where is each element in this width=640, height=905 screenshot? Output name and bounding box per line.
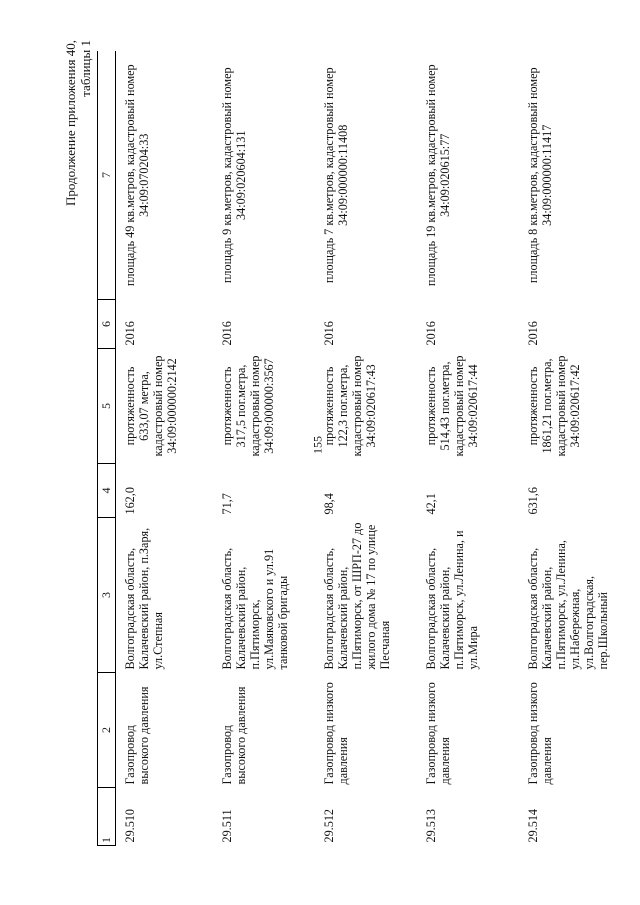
row-number: 29.513 [423, 808, 438, 843]
object-year: 2016 [321, 321, 336, 346]
column-header-1: 1 [98, 788, 116, 846]
object-value: 71,7 [219, 493, 234, 515]
land-area: площадь 7 кв.метров, кадастровый номер 34:09:000000:11408 [321, 67, 350, 284]
object-year: 2016 [423, 321, 438, 346]
page-number: 155 [310, 436, 325, 454]
object-extent: протяженность 633,07 метра, кадастровый номер 34:09:000000:2142 [123, 355, 179, 457]
object-location: Волгоградская область, Калачевский район, п.Заря, ул.Степная [123, 527, 165, 670]
object-year: 2016 [525, 321, 540, 346]
table-row [422, 51, 524, 846]
object-location: Волгоградская область, Калачевский район, п.Пятиморск, ул.Ленина, и ул.Мира [423, 530, 480, 670]
object-extent: протяженность 1861,21 пог.метра, кадастровый номер 34:09:020617:42 [525, 355, 582, 457]
row-number: 29.514 [525, 808, 540, 843]
table-row [320, 51, 422, 846]
object-name: Газопровод низкого давления [423, 682, 452, 785]
object-extent: протяженность 514,43 пог.метра, кадастровый номер 34:09:020617:44 [423, 355, 480, 457]
table-row [218, 51, 320, 846]
object-value: 631,6 [525, 487, 540, 515]
land-area: площадь 8 кв.метров, кадастровый номер 34:09:000000:11417 [525, 67, 554, 284]
land-area: площадь 19 кв.метров, кадастровый номер 34:09:020615:77 [423, 64, 452, 287]
object-value: 98,4 [321, 493, 336, 515]
object-year: 2016 [219, 321, 234, 346]
column-header-4: 4 [98, 464, 116, 518]
row-number: 29.511 [219, 809, 234, 843]
rotated-table-container [97, 51, 625, 846]
object-location: Волгоградская область, Калачевский район, п.Пятиморск, ул.Ленина, ул.Набережная, ул.Волгоградская, пер.Школьный [525, 540, 610, 670]
column-header-5: 5 [98, 349, 116, 464]
column-header-7: 7 [98, 51, 116, 300]
data-table [97, 51, 626, 846]
caption-line-1: Продолжение приложения 40, [63, 40, 78, 207]
object-value: 162,0 [123, 487, 137, 515]
land-area: площадь 9 кв.метров, кадастровый номер 34:09:020604:131 [219, 67, 248, 284]
land-area: площадь 49 кв.метров, кадастровый номер 34:09:070204:33 [123, 64, 151, 287]
table-header-row [98, 51, 116, 846]
object-name: Газопровод высокого давления [219, 686, 248, 785]
column-header-2: 2 [98, 673, 116, 788]
column-header-3: 3 [98, 518, 116, 673]
object-extent: протяженность 122,3 пог.метра, кадастровый номер 34:09:020617:43 [321, 355, 378, 457]
object-name: Газопровод высокого давления [123, 686, 151, 785]
column-header-6: 6 [98, 300, 116, 349]
object-extent: протяженность 317,5 пог.метра, кадастровый номер 34:09:000000:3567 [219, 355, 276, 457]
object-location: Волгоградская область, Калачевский район, п.Пятиморск, от ШРП-27 до жилого дома № 17 по улице Песчаная [321, 522, 392, 670]
caption-line-2: таблицы 1 [78, 40, 93, 97]
object-location: Волгоградская область, Калачевский район, п.Пятиморск, ул.Маяковского и ул.91 танковой бригады [219, 547, 290, 670]
row-number: 29.512 [321, 808, 336, 843]
table-row [524, 51, 626, 846]
row-number: 29.510 [123, 808, 137, 843]
object-year: 2016 [123, 321, 137, 346]
table-row [116, 51, 218, 846]
object-name: Газопровод низкого давления [321, 682, 350, 785]
object-name: Газопровод низкого давления [525, 682, 554, 785]
object-value: 42,1 [423, 493, 438, 515]
